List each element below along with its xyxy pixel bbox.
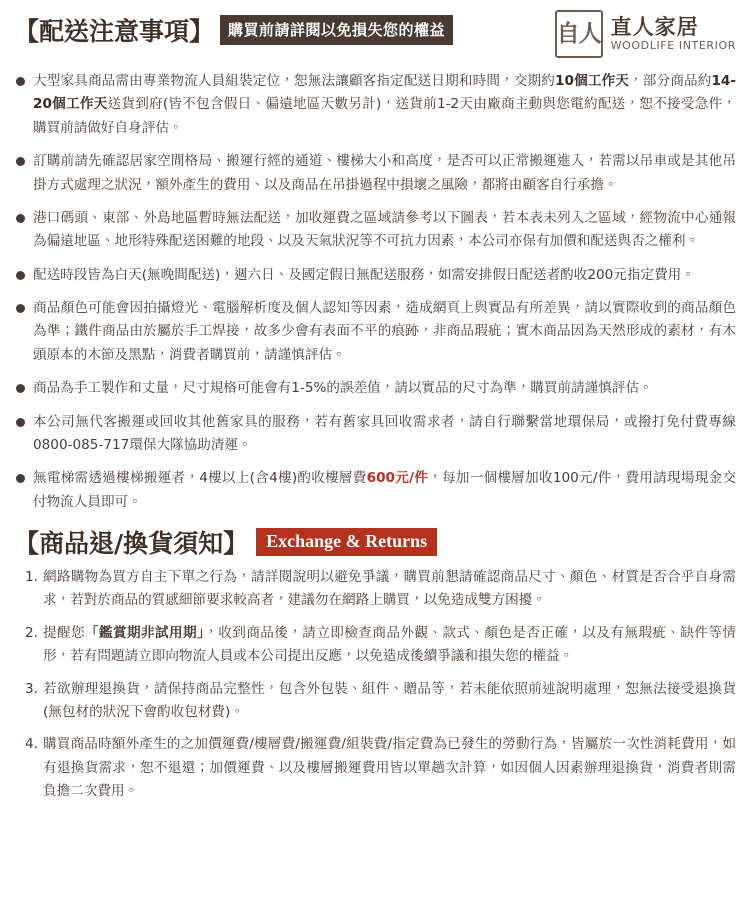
highlight-text: 600元/件 — [366, 470, 429, 487]
emphasis-text: 14-20個工作天 — [33, 73, 737, 113]
list-item — [14, 297, 736, 367]
body-text: ，部分商品約 — [629, 73, 712, 89]
bullet-dot-icon — [16, 474, 25, 483]
body-text: 商品顏色可能會因拍攝燈光、電腦解析度及個人認知等因素，造成網頁上與實品有所差異，請以實際收到的商品顏色為準；鐵件商品由於屬於手工焊接，故多少會有表面不平的痕跡，非商品瑕疵；實木商品因為天然形成的素材，有木頭原本的木節及黑點，消費者購買前，請謹慎評估。 — [33, 300, 736, 363]
body-text: 送貨到府(皆不包含假日、偏遠地區天數另計)，送貨前1-2天由廠商主動與您電約配送，恕不接受急件，購買前請做好自身評估。 — [33, 96, 736, 136]
brand-text — [611, 16, 736, 52]
list-item-number: 1. — [25, 569, 38, 585]
body-text: 本公司無代客搬運或回收其他舊家具的服務，若有舊家具回收需求者，請自行聯繫當地環保局，或撥打免付費專線0800-085-717環保大隊協助清運。 — [33, 413, 736, 453]
list-item — [14, 678, 736, 725]
bullet-dot-icon — [16, 214, 25, 223]
returns-section-header — [14, 524, 736, 560]
list-item-text — [33, 467, 736, 514]
list-item — [14, 467, 736, 514]
title-badge: 購買前請詳閱以免損失您的權益 — [220, 15, 453, 45]
bullet-dot-icon — [16, 157, 25, 166]
list-item-text — [43, 566, 736, 613]
list-item-text — [33, 411, 736, 458]
list-item — [14, 733, 736, 803]
body-text: ，每加一個樓層加收100元/件，費用請現場現金交付物流人員即可。 — [33, 470, 736, 510]
bullet-dot-icon — [16, 304, 25, 313]
list-item — [14, 150, 736, 197]
list-item — [14, 622, 736, 669]
body-text: 港口碼頭、東部、外島地區暫時無法配送，加收運費之區域請參考以下圖表，若本表未列入之區域，經物流中心通報為偏遠地區、地形特殊配送困難的地段、以及天氣狀況等不可抗力因素，本公司亦保有加價和配送與否之權利。 — [33, 209, 736, 250]
list-item-text — [33, 150, 736, 197]
body-text: 若欲辦理退換貨，請保持商品完整性，包含外包裝、組件、贈品等，若未能依照前述說明處理，恕無法接受退換貨(無包材的狀況下會酌收包材費)。 — [43, 680, 736, 720]
list-item-text — [33, 207, 736, 254]
header-title-group — [14, 10, 453, 48]
list-item-text — [33, 377, 736, 400]
page-title: 【配送注意事項】 — [14, 17, 215, 46]
body-text: 提醒您 — [43, 624, 86, 641]
list-item-number: 3. — [25, 680, 38, 697]
body-text: 商品為手工製作和丈量，尺寸規格可能會有1-5%的誤差值，請以實品的尺寸為準，購買前請謹慎評估。 — [33, 380, 653, 397]
emphasis-text: 10個工作天 — [555, 73, 630, 89]
brand-mark-icon: 自人 — [555, 10, 603, 58]
brand-name-en: WOODLIFE INTERIOR — [610, 39, 736, 53]
body-text: 購買商品時額外產生的之加價運費/樓層費/搬運費/組裝費/指定費為已發生的勞動行為，皆屬於一次性消耗費用，如有退換貨需求，恕不退還；加價運費、以及樓層搬運費用皆以單趟次計算，如因個人因素辦理退換貨，消費者則需負擔二次費用。 — [43, 736, 736, 799]
list-item — [14, 411, 736, 458]
body-text: 無電梯需透過樓梯搬運者，4樓以上(含4樓)酌收樓層費 — [33, 470, 367, 487]
document-header — [14, 10, 736, 62]
body-text: 配送時段皆為白天(無晚間配送)，週六日、及國定假日無配送服務，如需安排假日配送者酌收200元指定費用。 — [33, 266, 695, 283]
list-item-number: 4. — [25, 736, 38, 753]
brand-logo — [555, 10, 736, 58]
list-item — [14, 377, 736, 400]
list-item — [14, 70, 736, 140]
list-item-text — [43, 622, 736, 669]
list-item-text — [43, 678, 736, 725]
list-item-text — [33, 297, 736, 367]
body-text: 大型家具商品需由專業物流人員組裝定位，恕無法讓顧客指定配送日期和時間，交期約 — [33, 73, 556, 89]
list-item — [14, 566, 736, 613]
bullet-dot-icon — [16, 271, 25, 280]
body-text: ，收到商品後，請立即檢查商品外觀、款式、顏色是否正確，以及有無瑕疵、缺件等情形，若有問題請立即向物流人員或本公司提出反應，以免造成後續爭議和損失您的權益。 — [43, 624, 737, 665]
list-item — [14, 207, 736, 254]
list-item-text — [43, 733, 736, 803]
list-item-text — [33, 70, 736, 140]
returns-section-title: 【商品退/換貨須知】 — [14, 529, 249, 558]
bullet-dot-icon — [16, 384, 25, 393]
returns-list — [14, 566, 736, 803]
bullet-dot-icon — [16, 418, 25, 427]
list-item-number: 2. — [25, 624, 38, 641]
returns-section-badge: Exchange & Returns — [256, 528, 437, 556]
body-text: 網路購物為買方自主下單之行為，請詳閱說明以避免爭議，購買前懇請確認商品尺寸、顏色、材質是否合乎自身需求，若對於商品的質感細節要求較高者，建議勿在網路上購買，以免造成雙方困擾。 — [43, 569, 736, 609]
body-text: 訂購前請先確認居家空間格局、搬運行經的通道、樓梯大小和高度，是否可以正常搬運進入，若需以吊車或是其他吊掛方式處理之狀況，額外產生的費用、以及商品在吊掛過程中損壞之風險，都將由顧客自行承擔。 — [33, 153, 736, 193]
list-item — [14, 264, 736, 287]
emphasis-text: 「鑑賞期非試用期」 — [85, 624, 205, 641]
bullet-dot-icon — [16, 77, 25, 86]
list-item-text — [33, 264, 736, 287]
brand-name-cn: 直人家居 — [610, 15, 699, 40]
notice-list — [14, 70, 736, 514]
